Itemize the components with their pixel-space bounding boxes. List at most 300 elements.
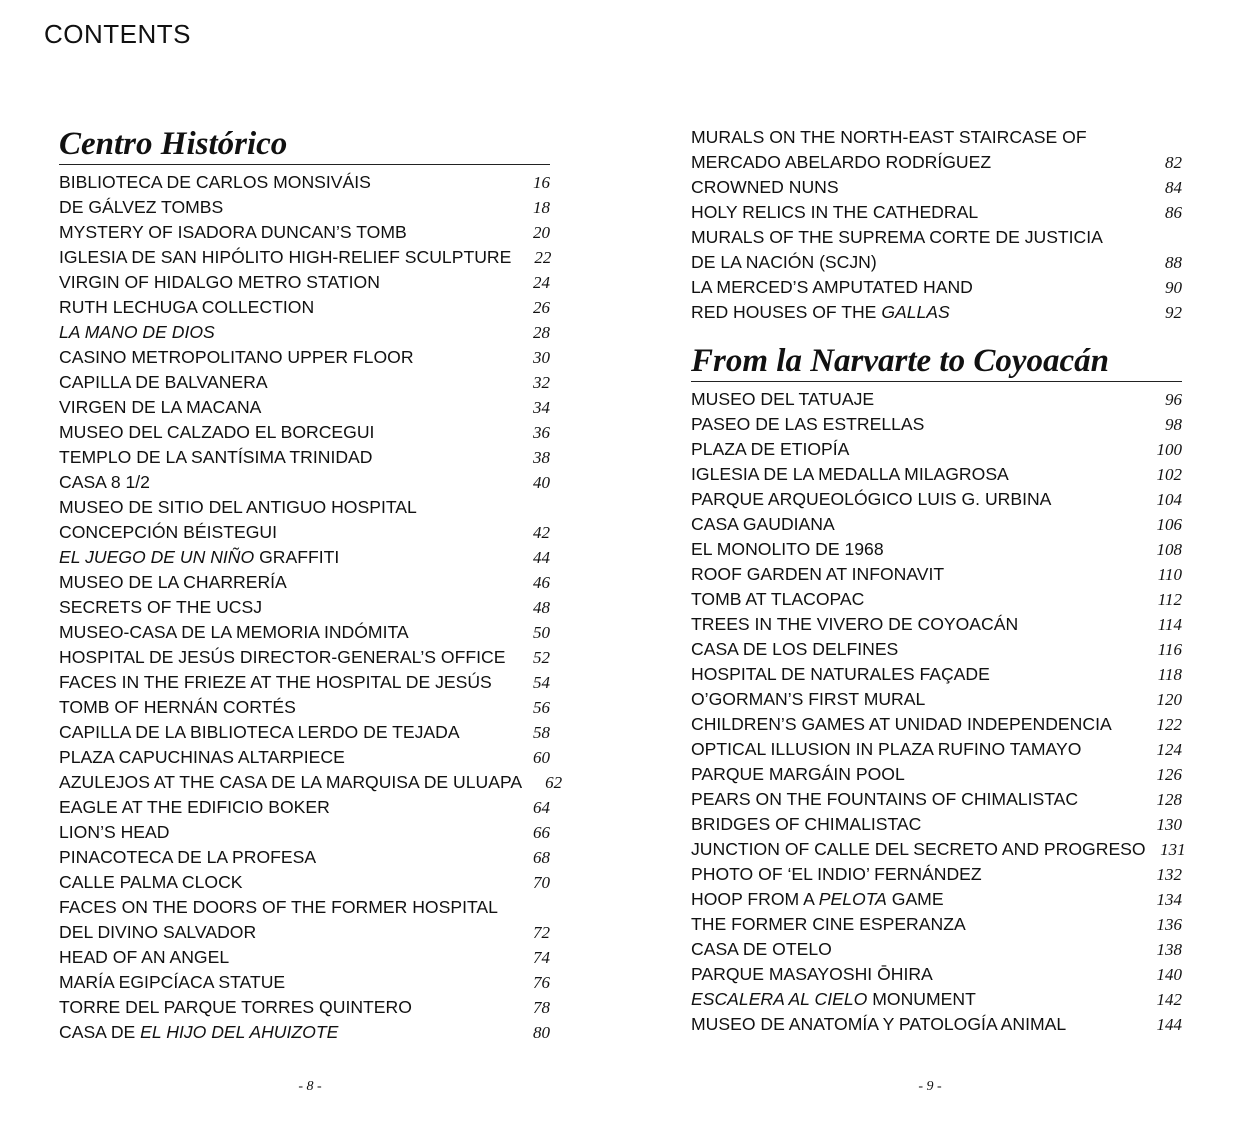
toc-entry-title [59,220,407,245]
toc-entry [59,670,550,695]
toc-entry [691,387,1182,412]
toc-entry [691,812,1182,837]
toc-entry-title-line [691,437,849,462]
toc-entry-title [691,487,1051,512]
toc-entry-title-line [59,795,330,820]
toc-entry-page-number: 50 [533,623,550,642]
toc-entry-title-text: MUSEO-CASA DE LA MEMORIA INDÓMITA [59,622,409,642]
toc-entry-page-number: 20 [533,223,550,242]
toc-entry-title [59,645,505,670]
toc-entry-title-text: CAPILLA DE BALVANERA [59,372,268,392]
toc-entry-title [691,462,1009,487]
toc-entry-title [59,245,511,270]
toc-entry-title-line [691,537,884,562]
toc-entry-page-number: 64 [533,798,550,817]
toc-entry-title-text: CASA DE OTELO [691,939,832,959]
toc-entry-title [691,937,832,962]
toc-entry-title [691,225,1103,275]
toc-entry-title [59,970,285,995]
toc-entry-title-line [59,195,223,220]
toc-entry-title-line [59,695,296,720]
toc-entry [691,537,1182,562]
toc-entry [691,762,1182,787]
toc-entry-title-line [691,637,898,662]
toc-entry-title-text: HOOP FROM A [691,889,819,909]
toc-entry-title [59,620,409,645]
toc-entry [59,895,550,945]
toc-entry-page-number: 86 [1165,203,1182,222]
toc-entry-title-text: MUSEO DE LA CHARRERÍA [59,572,287,592]
toc-entry-page-number: 18 [533,198,550,217]
toc-entry [59,395,550,420]
toc-entry-page-number: 52 [533,648,550,667]
toc-entry-title [691,987,976,1012]
toc-entry-page-number: 58 [533,723,550,742]
toc-entry-title-line [59,645,505,670]
toc-entry-title-line [691,387,874,412]
toc-entry [59,195,550,220]
toc-entry-title-line [691,1012,1066,1037]
toc-entry-title-text: THE FORMER CINE ESPERANZA [691,914,966,934]
toc-entry-page-number: 116 [1157,640,1182,659]
toc-entry [59,620,550,645]
toc-entry-title-text: HOSPITAL DE NATURALES FAÇADE [691,664,990,684]
toc-entry-title-line [691,275,973,300]
toc-entry-page-number: 102 [1156,465,1182,484]
toc-entry-title-text: BIBLIOTECA DE CARLOS MONSIVÁIS [59,172,371,192]
toc-entry [691,612,1182,637]
toc-entry-title [691,562,944,587]
toc-entry [59,445,550,470]
toc-entry-title [59,345,414,370]
toc-entry-title-line [59,820,169,845]
toc-entry-title-line [59,270,380,295]
toc-entry-title-line [59,170,371,195]
toc-entry [59,970,550,995]
toc-entry-title [59,545,339,570]
toc-entry-title [59,1020,338,1045]
toc-entry-title [59,295,314,320]
toc-entry-title [59,370,268,395]
toc-entry-title-line [59,345,414,370]
toc-entry [691,587,1182,612]
toc-entry-title-line [691,887,944,912]
toc-entry-title [691,537,884,562]
toc-entry-title-text: MUSEO DEL TATUAJE [691,389,875,409]
toc-entry-title [59,595,262,620]
toc-entry [691,862,1182,887]
toc-entry-title-line [59,970,285,995]
toc-entry-page-number: 30 [533,348,550,367]
toc-entry-title-text: BRIDGES OF CHIMALISTAC [691,814,922,834]
section-heading-centro-historico: Centro Histórico [59,126,288,162]
toc-entry-title-text: VIRGEN DE LA MACANA [59,397,262,417]
toc-entry-title [59,495,417,545]
toc-entry [59,945,550,970]
toc-entry [59,770,563,795]
toc-entry-title-text: CAPILLA DE LA BIBLIOTECA LERDO DE TEJADA [59,722,460,742]
toc-entry-title-text: DE GÁLVEZ TOMBS [59,197,224,217]
toc-entry-page-number: 131 [1160,840,1186,859]
toc-entry-page-number: 46 [533,573,550,592]
toc-entry-title-text: LA MERCED’S AMPUTATED HAND [691,277,973,297]
toc-entry-title-text: MYSTERY OF ISADORA DUNCAN’S TOMB [59,222,407,242]
toc-entry-title-line [59,570,287,595]
toc-entry-page-number: 44 [533,548,550,567]
toc-entry-title [59,445,373,470]
toc-entry-page-number: 98 [1165,415,1182,434]
toc-entry-title-line [59,870,243,895]
toc-entry [59,870,550,895]
toc-entry-page-number: 140 [1156,965,1182,984]
toc-entry-page-number: 16 [533,173,550,192]
toc-entry-page-number: 70 [533,873,550,892]
toc-entry-title-line [691,812,921,837]
toc-entry-title-text: OPTICAL ILLUSION IN PLAZA RUFINO TAMAYO [691,739,1082,759]
toc-entry [59,220,550,245]
toc-entry-title [59,720,460,745]
page-number-right: - 9 - [918,1079,942,1094]
toc-entry-title-text: CROWNED NUNS [691,177,839,197]
toc-entry-page-number: 122 [1156,715,1182,734]
toc-entry-title-text: CHILDREN’S GAMES AT UNIDAD INDEPENDENCIA [691,714,1112,734]
toc-entry [691,487,1182,512]
toc-entry-title [691,787,1078,812]
toc-entry [691,662,1182,687]
toc-entry-title [691,125,1087,175]
toc-entry-title [691,387,874,412]
toc-entry-title-text: CASINO METROPOLITANO UPPER FLOOR [59,347,414,367]
toc-entry-title-text: O’GORMAN’S FIRST MURAL [691,689,926,709]
toc-entry-title-line [59,845,316,870]
toc-entry-title [691,437,849,462]
toc-entry-title-line [691,512,835,537]
toc-entry [59,320,550,345]
toc-entry [691,962,1182,987]
left-page-column [59,0,563,1045]
toc-entry-page-number: 34 [533,398,550,417]
toc-entry-title-italic: GALLAS [881,302,950,322]
toc-entry-page-number: 74 [533,948,550,967]
toc-entry [59,495,550,545]
toc-entry-title-line [691,987,976,1012]
toc-entry-title-line [59,745,345,770]
toc-entry [691,837,1186,862]
toc-entry-title-line [691,787,1078,812]
toc-entry [691,275,1182,300]
toc-entry-title-text: MURALS OF THE SUPREMA CORTE DE JUSTICIA [691,227,1103,247]
toc-entry [691,887,1182,912]
toc-entry [691,225,1182,275]
toc-entry-title-line [59,245,511,270]
section-rule [59,164,550,165]
toc-entry-title-text: CASA 8 1/2 [59,472,150,492]
toc-list-centro-historico [59,170,563,1045]
toc-entry-title [691,962,933,987]
toc-entry [59,1020,550,1045]
toc-entry-title-text: PLAZA CAPUCHINAS ALTARPIECE [59,747,345,767]
toc-entry-title [691,812,921,837]
toc-entry-page-number: 78 [533,998,550,1017]
toc-entry-title-text: RUTH LECHUGA COLLECTION [59,297,315,317]
toc-entry-page-number: 42 [533,523,550,542]
toc-entry-title [59,570,287,595]
toc-entry-title-text: TOMB AT TLACOPAC [691,589,865,609]
toc-entry-title-line [59,370,268,395]
toc-entry-title-line [59,445,373,470]
toc-entry-title-text: CASA DE LOS DELFINES [691,639,899,659]
toc-entry [59,820,550,845]
toc-entry [59,795,550,820]
toc-entry-page-number: 84 [1165,178,1182,197]
toc-entry [59,595,550,620]
section-gap [691,325,1182,341]
toc-entry-page-number: 128 [1156,790,1182,809]
toc-entry-title [59,670,492,695]
toc-entry-title-text: GAME [886,889,944,909]
toc-entry [59,545,550,570]
toc-entry-title-text: AZULEJOS AT THE CASA DE LA MARQUISA DE ULUAPA [59,772,523,792]
toc-entry-title [691,762,905,787]
toc-entry-title-line [59,995,412,1020]
toc-entry-page-number: 130 [1156,815,1182,834]
toc-entry-title-line [691,962,933,987]
toc-entry [691,200,1182,225]
toc-entry [59,570,550,595]
toc-entry-page-number: 96 [1165,390,1182,409]
toc-entry-title-text: IGLESIA DE LA MEDALLA MILAGROSA [691,464,1009,484]
toc-entry-title-text: VIRGIN OF HIDALGO METRO STATION [59,272,380,292]
toc-entry-page-number: 80 [533,1023,550,1042]
toc-entry-title [691,512,835,537]
toc-entry-title-text: MARÍA EGIPCÍACA STATUE [59,972,286,992]
toc-entry-title-text: MUSEO DE SITIO DEL ANTIGUO HOSPITAL [59,497,417,517]
toc-entry-title-line [59,895,498,920]
toc-entry [691,1012,1182,1037]
toc-entry-title-text: PINACOTECA DE LA PROFESA [59,847,317,867]
toc-entry-title-line: CONCEPCIÓN BÉISTEGUI [59,522,277,542]
toc-entry-page-number: 48 [533,598,550,617]
toc-entry-title-text: FACES ON THE DOORS OF THE FORMER HOSPITAL [59,897,498,917]
toc-entry-title-italic: PELOTA [818,889,887,909]
toc-entry-title-line [59,670,492,695]
toc-entry-page-number: 28 [533,323,550,342]
toc-entry-title-line [691,837,1146,862]
toc-entry-title-line [691,912,966,937]
toc-entry-title [59,995,412,1020]
toc-entry-page-number: 24 [533,273,550,292]
toc-entry [691,512,1182,537]
toc-entry-title-text: IGLESIA DE SAN HIPÓLITO HIGH-RELIEF SCULPTURE [59,247,512,267]
toc-entry-page-number: 106 [1156,515,1182,534]
toc-entry-title-text: PARQUE ARQUEOLÓGICO LUIS G. URBINA [691,489,1052,509]
toc-entry-title-line [59,720,460,745]
toc-entry-title [691,612,1018,637]
toc-entry [59,345,550,370]
toc-entry-title-line [59,595,262,620]
toc-entry-title-line [59,295,314,320]
toc-entry-title-line [691,412,924,437]
toc-entry-title [691,637,898,662]
toc-entry-title [691,587,864,612]
toc-entry-title-text: TOMB OF HERNÁN CORTÉS [59,697,296,717]
toc-entry-title [59,845,316,870]
toc-entry [59,170,550,195]
page-title: CONTENTS [44,19,191,49]
toc-entry-title [691,687,925,712]
toc-entry [59,845,550,870]
toc-entry-page-number: 136 [1156,915,1182,934]
toc-entry-page-number: 76 [533,973,550,992]
toc-entry-page-number: 54 [533,673,550,692]
toc-entry-page-number: 120 [1156,690,1182,709]
toc-entry-title-line [59,620,409,645]
toc-entry [691,300,1182,325]
toc-entry-page-number: 134 [1156,890,1182,909]
toc-entry-title [691,175,839,200]
toc-entry-title-line [59,220,407,245]
toc-entry-title-line [59,320,215,345]
toc-entry [59,745,550,770]
toc-entry-page-number: 22 [534,248,552,267]
toc-entry-title-text: FACES IN THE FRIEZE AT THE HOSPITAL DE JESÚS [59,672,492,692]
toc-entry-page-number: 40 [533,473,550,492]
toc-entry-title-line [691,737,1081,762]
toc-entry-title-text: GRAFFITI [254,547,340,567]
toc-entry-title [691,1012,1066,1037]
right-page-column [691,0,1186,1037]
toc-entry-title-text: HEAD OF AN ANGEL [59,947,230,967]
toc-entry-title-line [691,300,950,325]
toc-entry-page-number: 104 [1156,490,1182,509]
toc-entry [59,470,550,495]
toc-entry-title-text: PLAZA DE ETIOPÍA [691,439,850,459]
toc-entry [59,370,550,395]
toc-entry-page-number: 92 [1165,303,1182,322]
toc-entry-title-text: PEARS ON THE FOUNTAINS OF CHIMALISTAC [691,789,1079,809]
toc-entry-title [59,895,498,945]
toc-entry-page-number: 82 [1165,153,1182,172]
toc-entry-title-text: EL MONOLITO DE 1968 [691,539,884,559]
toc-entry-page-number: 32 [533,373,550,392]
toc-entry-title-text: TEMPLO DE LA SANTÍSIMA TRINIDAD [59,447,373,467]
toc-entry-title-text: RED HOUSES OF THE [691,302,882,322]
toc-entry-title [691,887,944,912]
toc-entry-title-text: PHOTO OF ‘EL INDIO’ FERNÁNDEZ [691,864,982,884]
toc-entry-page-number: 56 [533,698,550,717]
toc-entry-title [691,912,966,937]
toc-entry-title [59,195,223,220]
toc-entry-title [691,662,990,687]
toc-entry-title-italic: EL JUEGO DE UN NIÑO [59,547,255,567]
section-rule [691,381,1182,382]
toc-entry-title-line [691,712,1112,737]
toc-entry-title-text: TREES IN THE VIVERO DE COYOACÁN [691,614,1019,634]
toc-entry-page-number: 88 [1165,253,1182,272]
toc-entry-title [59,170,371,195]
toc-entry-title [59,420,374,445]
section-heading-narvarte-coyoacan: From la Narvarte to Coyoacán [691,343,1109,379]
toc-entry [691,687,1182,712]
toc-entry-title-text: CASA DE [59,1022,141,1042]
toc-entry-title [59,820,169,845]
toc-entry-title [691,200,978,225]
toc-entry-page-number: 108 [1156,540,1182,559]
toc-entry [691,175,1182,200]
toc-entry-page-number: 90 [1165,278,1182,297]
toc-entry-page-number: 142 [1156,990,1182,1009]
toc-entry-title-italic: LA MANO DE DIOS [59,322,215,342]
toc-entry-title-text: MUSEO DE ANATOMÍA Y PATOLOGÍA ANIMAL [691,1014,1067,1034]
toc-entry-page-number: 114 [1157,615,1182,634]
toc-entry-title [59,870,243,895]
toc-entry-title-line [691,687,925,712]
toc-entry [59,645,550,670]
toc-entry-title-line: MERCADO ABELARDO RODRÍGUEZ [691,152,992,172]
toc-entry-title-line [691,937,832,962]
toc-entry-title-line [59,945,229,970]
toc-entry [691,712,1182,737]
toc-entry-page-number: 132 [1156,865,1182,884]
toc-entry-title [691,412,924,437]
toc-entry [59,245,550,270]
toc-entry-title-line [59,545,339,570]
toc-entry-title-text: JUNCTION OF CALLE DEL SECRETO AND PROGRESO [691,839,1146,859]
toc-entry-page-number: 72 [533,923,550,942]
toc-entry-title-line: DE LA NACIÓN (SCJN) [691,252,877,272]
toc-entry-title-text: HOSPITAL DE JESÚS DIRECTOR-GENERAL’S OFFICE [59,647,506,667]
toc-entry-page-number: 144 [1156,1015,1182,1034]
toc-entry-title [691,837,1146,862]
toc-entry-title-line: DEL DIVINO SALVADOR [59,922,257,942]
toc-entry-title-line [691,612,1018,637]
toc-entry-title-line [691,662,990,687]
toc-entry [59,720,550,745]
toc-entry [691,125,1182,175]
toc-entry-title-line [59,395,261,420]
toc-entry-title [59,395,261,420]
toc-list-continued [691,125,1182,325]
toc-entry-title [691,300,950,325]
toc-entry [691,412,1182,437]
toc-entry-title [59,695,296,720]
toc-entry-title [691,712,1112,737]
toc-entry-title-text: TORRE DEL PARQUE TORRES QUINTERO [59,997,412,1017]
right-top-space [691,0,1182,125]
toc-entry-title-text: CASA GAUDIANA [691,514,835,534]
toc-entry-title-line [691,562,944,587]
toc-entry [691,737,1182,762]
toc-entry-title [691,275,973,300]
toc-entry-title [59,945,229,970]
toc-entry-title-line [59,420,374,445]
toc-entry-title-text: LION’S HEAD [59,822,170,842]
toc-entry [691,562,1182,587]
toc-entry-page-number: 38 [533,448,550,467]
toc-entry-page-number: 112 [1157,590,1182,609]
toc-entry-title-text: CALLE PALMA CLOCK [59,872,243,892]
toc-entry [691,437,1182,462]
toc-entry-title [691,862,982,887]
toc-entry-title-line [691,175,839,200]
toc-entry [59,420,550,445]
toc-entry [691,462,1182,487]
toc-entry-title-line [59,470,150,495]
toc-entry-title-line [691,587,864,612]
toc-entry-title-text: PARQUE MARGÁIN POOL [691,764,905,784]
toc-entry-title-text: MONUMENT [867,989,976,1009]
toc-entry [59,995,550,1020]
